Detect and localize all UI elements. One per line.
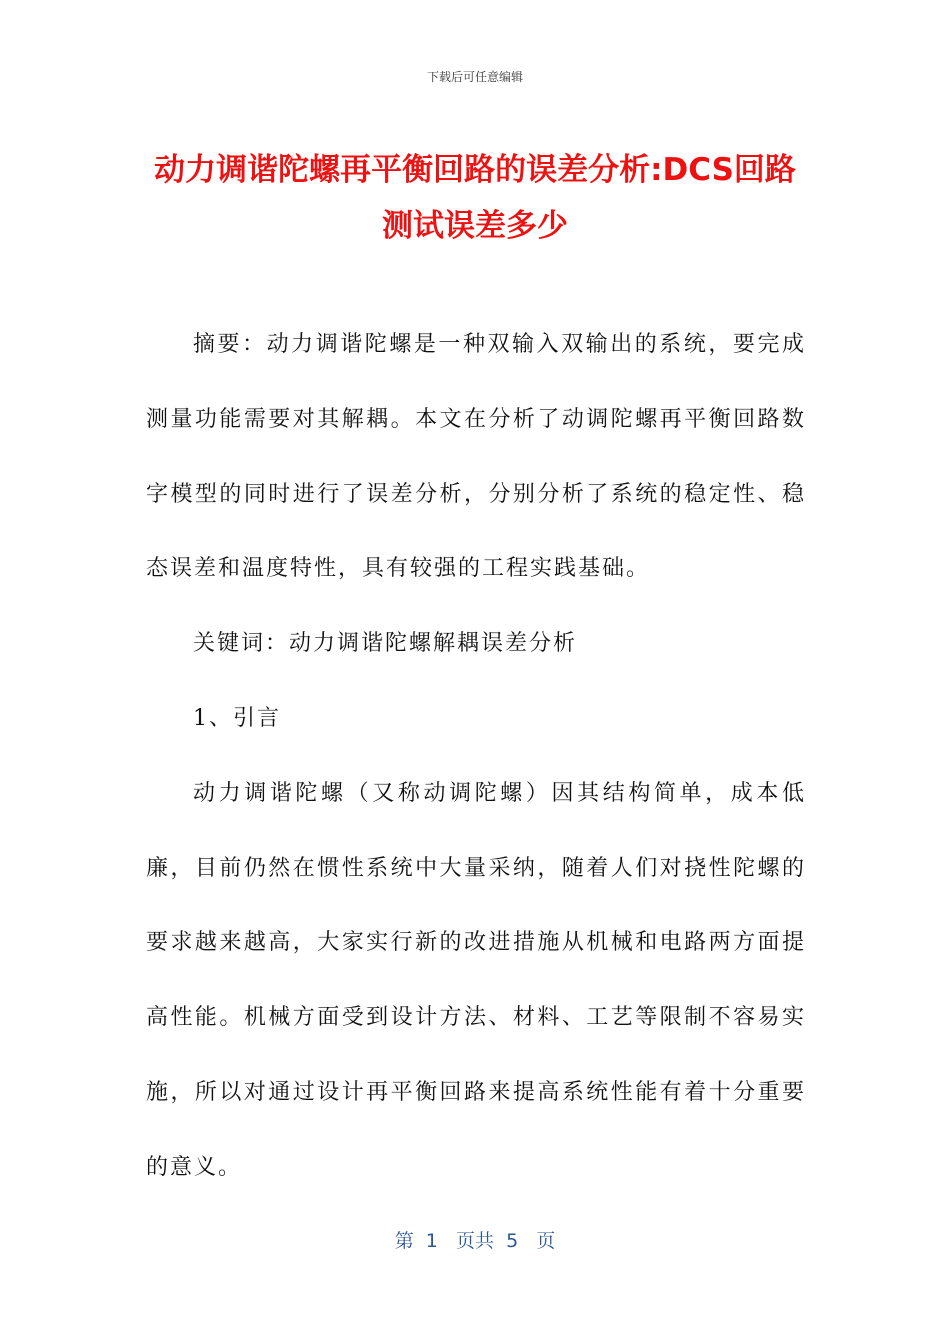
document-body: [146, 308, 806, 1206]
page-number-footer: 第 1 页共 5 页: [394, 1230, 556, 1252]
introduction-paragraph: 动力调谐陀螺（又称动调陀螺）因其结构简单，成本低廉，目前仍然在惯性系统中大量采纳，随着人们对挠性陀螺的要求越来越高，大家实行新的改进措施从机械和电路两方面提高性能。机械方面受到设计方法、材料、工艺等限制不容易实施，所以对通过设计再平衡回路来提高系统性能有着十分重要的意义。: [146, 780, 806, 1180]
section-heading-introduction: 1、引言: [193, 705, 281, 731]
keywords-paragraph: 关键词：动力调谐陀螺解耦误差分析: [193, 631, 578, 657]
header-note: 下载后可任意编辑: [426, 70, 523, 84]
document-title: 动力调谐陀螺再平衡回路的误差分析:DCS回路测试误差多少: [154, 152, 796, 244]
abstract-paragraph: 摘要：动力调谐陀螺是一种双输入双输出的系统，要完成测量功能需要对其解耦。本文在分析了动调陀螺再平衡回路数字模型的同时进行了误差分析，分别分析了系统的稳定性、稳态误差和温度特性，具有较强的工程实践基础。: [146, 332, 806, 582]
